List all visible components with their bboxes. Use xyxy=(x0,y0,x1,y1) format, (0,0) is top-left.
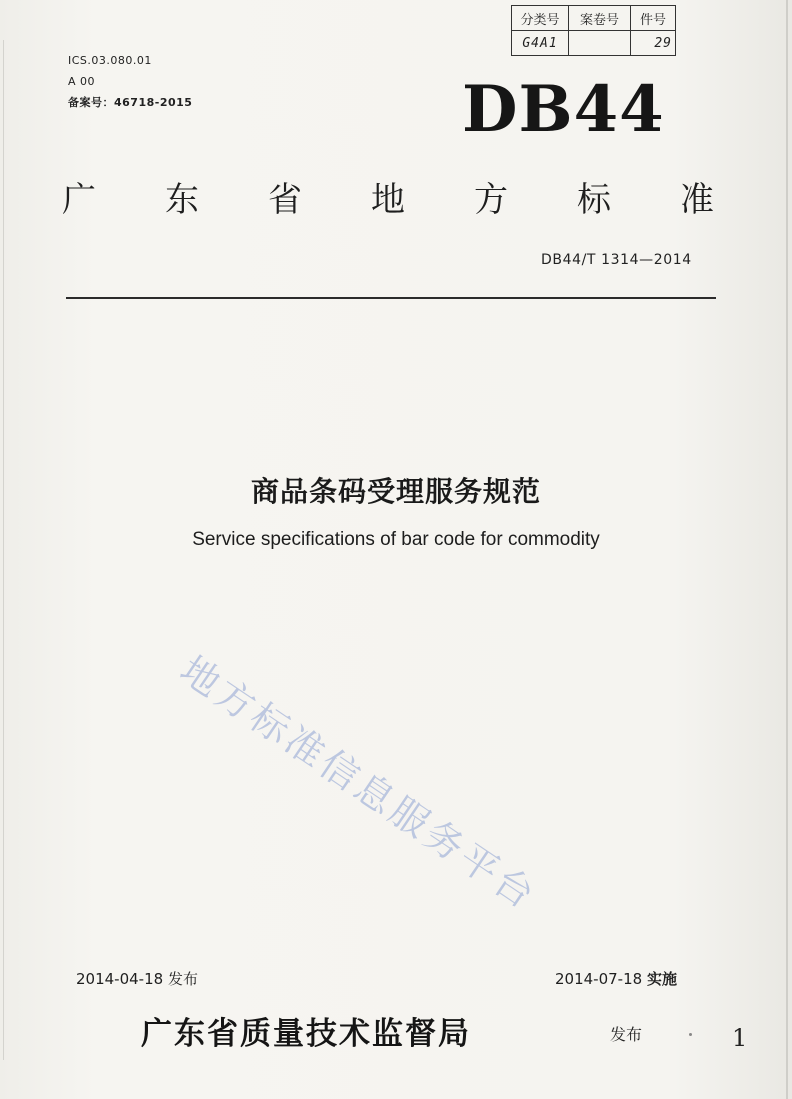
implement-date-line xyxy=(555,968,677,989)
document-title-cn: 商品条码受理服务规范 xyxy=(250,475,541,508)
publish-date-line xyxy=(76,968,198,989)
item-value: 29 xyxy=(631,31,676,56)
standard-type-char: 标 xyxy=(577,180,611,220)
standard-number: DB44/T 1314—2014 xyxy=(541,252,692,268)
issuing-authority: 广东省质量技术监督局 xyxy=(141,1016,471,1052)
record-number: 备案号：46718-2015 xyxy=(68,96,193,109)
archive-value xyxy=(569,31,631,56)
ics-code: ICS.03.080.01 xyxy=(68,54,152,67)
document-title-en: Service specifications of bar code for commodity xyxy=(192,529,600,550)
standard-type-char: 东 xyxy=(165,180,199,220)
archive-header: 案卷号 xyxy=(569,6,631,31)
standard-type-char: 省 xyxy=(268,180,302,220)
scan-speck xyxy=(689,1033,692,1036)
implement-label: 实施 xyxy=(646,970,677,988)
implement-date: 2014-07-18 xyxy=(555,970,643,988)
page-number: 1 xyxy=(732,1024,748,1052)
standard-type-char: 准 xyxy=(680,180,714,220)
header-divider xyxy=(66,297,716,299)
standard-type-char: 广 xyxy=(62,180,96,220)
classification-box xyxy=(511,5,676,56)
publish-label: 发布 xyxy=(167,970,198,988)
standard-type-heading xyxy=(62,172,714,221)
item-header: 件号 xyxy=(631,6,676,31)
ccs-code: A 00 xyxy=(68,75,96,88)
classification-value-row xyxy=(512,31,676,56)
watermark: 地方标准信息服务平台 xyxy=(172,647,546,919)
publish-date: 2014-04-18 xyxy=(76,970,164,988)
classification-header: 分类号 xyxy=(512,6,569,31)
standard-type-char: 地 xyxy=(371,180,405,220)
standard-type-char: 方 xyxy=(474,180,508,220)
issuer-publish-label: 发布 xyxy=(610,1025,643,1044)
classification-value: G4A1 xyxy=(512,31,569,56)
db44-logo: DB44 xyxy=(462,72,665,147)
classification-header-row xyxy=(512,6,676,31)
